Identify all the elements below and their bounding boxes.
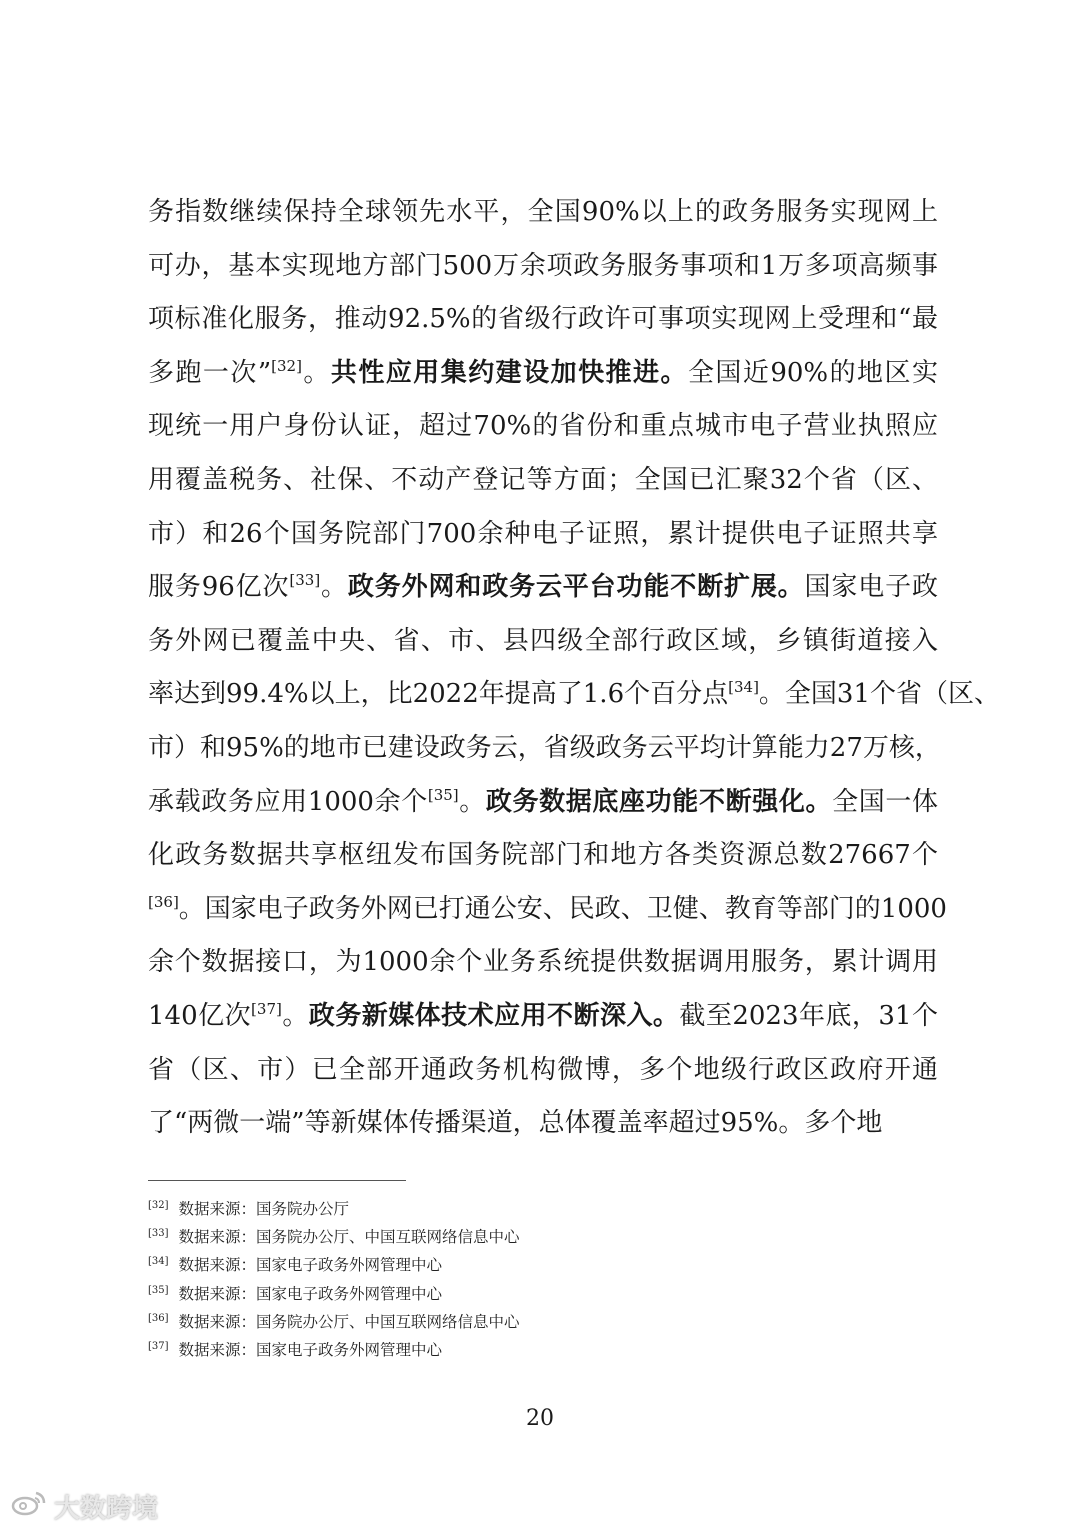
text-segment: 可办，基本实现地方部门500万余项政务服务事项和1万多项高频事 — [148, 250, 938, 281]
bold-heading: 政务新媒体技术应用不断深入。 — [308, 1000, 680, 1031]
text-line — [148, 1097, 938, 1151]
text-line — [148, 347, 938, 401]
text-line — [148, 293, 938, 347]
text-segment: 。 — [458, 786, 486, 817]
weibo-like-logo-icon — [10, 1489, 54, 1524]
text-segment: 全国一体 — [832, 786, 938, 817]
footnote-text: 数据来源：国务院办公厅 — [178, 1200, 350, 1218]
watermark-text: 大数跨境 — [54, 1494, 159, 1524]
footnote-number: [36] — [148, 1312, 169, 1324]
text-segment: 了“两微一端”等新媒体传播渠道，总体覆盖率超过95%。多个地 — [148, 1108, 883, 1139]
footnote — [148, 1195, 520, 1223]
footnote-number: [34] — [148, 1256, 169, 1268]
text-segment: 余个数据接口，为1000余个业务系统提供数据调用服务，累计调用 — [148, 947, 938, 978]
text-segment: 。 — [301, 357, 331, 388]
footnote-ref: [33] — [289, 571, 321, 590]
text-line — [148, 668, 1001, 722]
footnote — [148, 1336, 520, 1364]
footnote-ref: [37] — [251, 999, 282, 1018]
footnote — [148, 1223, 520, 1251]
text-line — [148, 240, 938, 294]
text-line — [148, 722, 941, 776]
text-segment: 项标准化服务，推动92.5%的省级行政许可事项实现网上受理和“最 — [148, 304, 938, 335]
watermark — [10, 1488, 158, 1525]
text-segment: 截至2023年底，31个 — [679, 1000, 938, 1031]
text-segment: 。全国31个省（区、 — [758, 679, 1001, 710]
text-segment: 用覆盖税务、社保、不动产登记等方面；全国已汇聚32个省（区、 — [148, 464, 938, 495]
text-segment: 多跑一次” — [148, 357, 272, 388]
footnote-text: 数据来源：国务院办公厅、中国互联网络信息中心 — [178, 1228, 520, 1247]
text-segment: 务指数继续保持全球领先水平，全国90%以上的政务服务实现网上 — [148, 197, 938, 227]
text-segment: 服务96亿次 — [148, 572, 290, 603]
text-segment: 全国近90%的地区实 — [687, 357, 938, 388]
text-line — [148, 936, 938, 990]
footnote-number: [37] — [148, 1340, 169, 1352]
text-segment: 。 — [281, 1000, 309, 1031]
footnote-ref: [32] — [271, 356, 302, 375]
text-line — [148, 1044, 938, 1098]
text-line — [148, 186, 938, 240]
text-segment: 140亿次 — [148, 1000, 252, 1031]
text-line — [148, 776, 938, 830]
text-segment: 。 — [320, 572, 348, 603]
footnote-number: [32] — [148, 1200, 169, 1211]
text-segment: 务外网已覆盖中央、省、市、县四级全部行政区域，乡镇街道接入 — [148, 625, 938, 656]
text-segment: 承载政务应用1000余个 — [148, 786, 428, 817]
text-line — [148, 990, 938, 1044]
footnote-ref: [36] — [148, 892, 179, 911]
text-line — [148, 400, 938, 454]
text-segment: 。国家电子政务外网已打通公安、民政、卫健、教育等部门的1000 — [178, 893, 947, 924]
footnote-ref: [35] — [427, 785, 459, 804]
text-segment: 现统一用户身份认证，超过70%的省份和重点城市电子营业执照应 — [148, 411, 938, 442]
text-segment: 化政务数据共享枢纽发布国务院部门和地方各类资源总数27667个 — [148, 840, 938, 871]
text-segment: 国家电子政 — [804, 572, 938, 603]
footnote-text: 数据来源：国家电子政务外网管理中心 — [178, 1256, 443, 1275]
footnote — [148, 1308, 520, 1336]
bold-heading: 政务数据底座功能不断强化。 — [485, 786, 833, 817]
footnote-text: 数据来源：国家电子政务外网管理中心 — [178, 1284, 443, 1303]
footnote-text: 数据来源：国务院办公厅、中国互联网络信息中心 — [178, 1312, 520, 1331]
footnote — [148, 1251, 520, 1279]
footnote-number: [33] — [148, 1228, 169, 1240]
bold-heading: 政务外网和政务云平台功能不断扩展。 — [347, 572, 805, 603]
bold-heading: 共性应用集约建设加快推进。 — [330, 357, 688, 388]
page-number: 20 — [526, 1406, 554, 1431]
text-line — [148, 883, 947, 937]
footnote-ref: [34] — [728, 678, 759, 697]
body-text — [148, 186, 1001, 1151]
footnotes — [148, 1195, 520, 1364]
text-line — [148, 615, 938, 669]
text-line — [148, 508, 938, 562]
footnote-text: 数据来源：国家电子政务外网管理中心 — [178, 1340, 443, 1359]
footnote — [148, 1280, 520, 1308]
footnote-number: [35] — [148, 1284, 169, 1296]
text-line — [148, 454, 938, 508]
text-segment: 市）和95%的地市已建设政务云，省级政务云平均计算能力27万核， — [148, 732, 941, 763]
text-line — [148, 829, 938, 883]
text-segment: 率达到99.4%以上，比2022年提高了1.6个百分点 — [148, 679, 729, 710]
footnote-divider — [148, 1180, 406, 1181]
text-segment: 省（区、市）已全部开通政务机构微博，多个地级行政区政府开通 — [148, 1054, 938, 1085]
text-line — [148, 561, 938, 615]
text-segment: 市）和26个国务院部门700余种电子证照，累计提供电子证照共享 — [148, 518, 938, 549]
